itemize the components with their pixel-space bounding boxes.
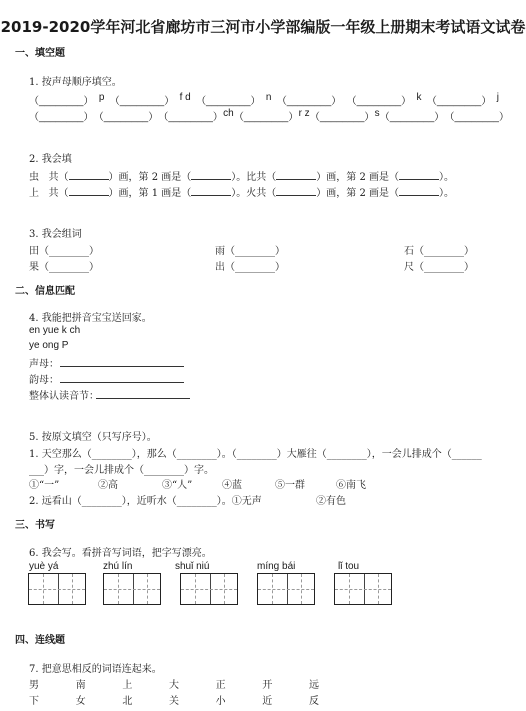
q1-r1-c2: （________） — [109, 96, 175, 107]
q5-opt-5: ⑤一群 — [275, 480, 305, 491]
section-heading-fill: 一、填空题 — [15, 48, 65, 59]
blank[interactable] — [191, 186, 231, 196]
q7-r2-w5[interactable]: 小 — [215, 696, 226, 707]
q5-line1a: 1. 天空那么（________），那么（________）。（________）大雁往（________），一会儿排成个（______ — [29, 449, 482, 460]
q1-row2 — [29, 108, 509, 123]
q4-answer-line-3[interactable] — [96, 398, 190, 399]
q1-r2-c2: （________） — [158, 112, 223, 123]
q2-row1 — [29, 168, 454, 183]
q2-r1-c: ）。比共（ — [231, 172, 277, 183]
blank[interactable] — [276, 170, 316, 180]
q1-r2-c6: （________） — [309, 112, 375, 123]
q2-r1-e: ）。 — [439, 172, 455, 183]
q1-r1-c4: （________） — [196, 96, 261, 107]
q7-r1-w4[interactable]: 大 — [168, 680, 179, 691]
q5-line2b: ②有色 — [316, 496, 346, 507]
blank[interactable] — [399, 170, 439, 180]
q2-r2-b: ）画，第 1 画是（ — [108, 188, 192, 199]
q7-r1-w7[interactable]: 远 — [308, 680, 319, 691]
q5-opt-2: ②高 — [98, 480, 118, 491]
q2-row2 — [29, 184, 454, 199]
q5-opt-4: ④蓝 — [222, 480, 242, 491]
q1-r1-c3: f d — [179, 92, 191, 103]
q3-prompt: 3. 我会组词 — [29, 229, 82, 240]
q5-opt-3: ③“人” — [162, 480, 193, 491]
q1-row1 — [29, 92, 499, 107]
blank[interactable] — [191, 170, 231, 180]
q7-r2-w1[interactable]: 下 — [29, 696, 39, 707]
q1-r1-c6: （________） — [276, 96, 342, 107]
q7-r1-w5[interactable]: 正 — [215, 680, 226, 691]
q7-r1-w1[interactable]: 男 — [29, 680, 39, 691]
section-heading-matching-lines: 四、连线题 — [15, 635, 65, 646]
q1-r2-c0: （________） — [29, 112, 94, 123]
q2-r1-d: ）画，第 2 画是（ — [316, 172, 400, 183]
writing-grid-5[interactable] — [334, 573, 392, 605]
q3-item-1: 田（________） — [29, 246, 99, 257]
q6-pinyin-5: lǐ tou — [338, 561, 360, 572]
q7-row2 — [29, 692, 319, 707]
q7-r2-w2[interactable]: 女 — [75, 696, 86, 707]
page-title: 2019-2020学年河北省廊坊市三河市小学部编版一年级上册期末考试语文试卷 — [0, 18, 526, 36]
q3-item-6: 尺（________） — [404, 262, 474, 273]
q4-label-zhengti: 整体认读音节： — [29, 391, 99, 402]
q7-r2-w3[interactable]: 北 — [122, 696, 133, 707]
q7-r2-w7[interactable]: 反 — [308, 696, 319, 707]
q2-r2-d: ）画，第 2 画是（ — [316, 188, 400, 199]
q2-r1-b: ）画，第 2 画是（ — [108, 172, 192, 183]
blank[interactable] — [399, 186, 439, 196]
section-heading-match: 二、信息匹配 — [15, 286, 75, 297]
q1-r1-c1: p — [98, 92, 105, 103]
q7-r1-w3[interactable]: 上 — [122, 680, 133, 691]
writing-grid-1[interactable] — [28, 573, 86, 605]
q5-line1b: ___）字，一会儿排成个（________）字。 — [29, 465, 214, 476]
q1-r2-c8: （________） — [379, 112, 445, 123]
q4-line2: ye ong P — [29, 340, 69, 351]
q3-item-4: 果（________） — [29, 262, 99, 273]
q3-item-3: 石（________） — [404, 246, 474, 257]
blank[interactable] — [276, 186, 316, 196]
q5-line2a: 2. 远看山（________），近听水（________）。①无声 — [29, 496, 262, 507]
q7-r2-w6[interactable]: 近 — [262, 696, 273, 707]
q2-r2-c: ）。火共（ — [231, 188, 277, 199]
q1-r1-c7: （________） — [346, 96, 412, 107]
q4-line1: en yue k ch — [29, 325, 81, 336]
q1-r2-c3: ch — [223, 108, 234, 119]
q7-r1-w2[interactable]: 南 — [75, 680, 86, 691]
q5-opt-1: ①“一” — [29, 480, 60, 491]
q2-r1-a: 共（ — [48, 172, 69, 183]
q1-r2-c5: r z — [298, 108, 310, 119]
q1-prompt: 1. 按声母顺序填空。 — [29, 77, 122, 88]
q1-r1-c8: k — [416, 92, 422, 103]
q7-prompt: 7. 把意思相反的词语连起来。 — [29, 664, 162, 675]
q7-r1-w6[interactable]: 开 — [262, 680, 273, 691]
q1-r1-c5: n — [265, 92, 272, 103]
q4-answer-line-2[interactable] — [60, 382, 184, 383]
q3-item-2: 雨（________） — [215, 246, 285, 257]
q1-r2-c4: （________） — [233, 112, 299, 123]
q6-pinyin-4: míng bái — [257, 561, 296, 572]
q5-prompt: 5. 按原文填空（只写序号）。 — [29, 432, 157, 443]
q2-r2-a: 共（ — [48, 188, 69, 199]
q2-r2-char: 上 — [29, 188, 39, 199]
writing-grid-2[interactable] — [103, 573, 161, 605]
q4-prompt: 4. 我能把拼音宝宝送回家。 — [29, 313, 152, 324]
q2-r1-char: 虫 — [29, 172, 39, 183]
q1-r2-c9: （________） — [444, 112, 509, 123]
blank[interactable] — [69, 186, 109, 196]
q6-pinyin-2: zhú lín — [103, 561, 133, 572]
q6-prompt: 6. 我会写。看拼音写词语，把字写漂亮。 — [29, 548, 212, 559]
writing-grid-4[interactable] — [257, 573, 315, 605]
q1-r2-c7: s — [374, 108, 380, 119]
q1-r1-c9: （________） — [426, 96, 492, 107]
q5-opt-6: ⑥南飞 — [336, 480, 366, 491]
q4-label-shengmu: 声母： — [29, 359, 59, 370]
q2-prompt: 2. 我会填 — [29, 154, 72, 165]
section-heading-writing: 三、书写 — [15, 520, 55, 531]
q6-pinyin-1: yuè yá — [29, 561, 59, 572]
q3-item-5: 出（________） — [215, 262, 285, 273]
q2-r2-e: ）。 — [439, 188, 455, 199]
writing-grid-3[interactable] — [180, 573, 238, 605]
q4-answer-line-1[interactable] — [60, 366, 184, 367]
q7-row1 — [29, 676, 319, 691]
q4-label-yunmu: 韵母： — [29, 375, 59, 386]
blank[interactable] — [69, 170, 109, 180]
q6-pinyin-3: shuǐ niú — [175, 561, 210, 572]
q7-r2-w4[interactable]: 关 — [168, 696, 179, 707]
q1-r2-c1: （________） — [93, 112, 159, 123]
q1-r1-c0: （________） — [29, 96, 94, 107]
q1-r1-c10: j — [496, 92, 499, 103]
